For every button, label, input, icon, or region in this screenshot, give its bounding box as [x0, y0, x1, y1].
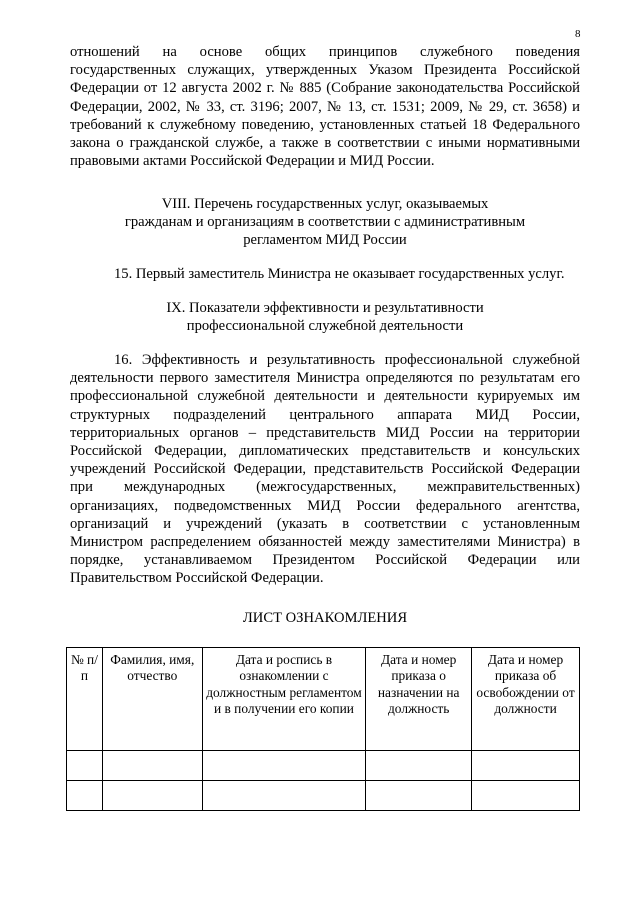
- text-line: территориальных органов – представительств МИД России на территории: [70, 424, 580, 441]
- text-line: требований к служебному поведению, установленных статьей 18 Федерального: [70, 116, 580, 133]
- table-row: [67, 781, 580, 811]
- text-line: порядке, устанавливаемом Президентом Российской Федерации или: [70, 552, 580, 569]
- table-cell: [366, 751, 472, 781]
- column-header-number: № п/п: [67, 648, 103, 751]
- text-line: 16. Эффективность и результативность профессиональной служебной: [114, 352, 580, 368]
- table-cell: [102, 781, 202, 811]
- table-cell: [472, 781, 580, 811]
- table-cell: [472, 751, 580, 781]
- text-line: организациях, подведомственных МИД России федерального агентства,: [70, 497, 580, 514]
- table-cell: [102, 751, 202, 781]
- text-line: правовыми актами Российской Федерации и МИД России.: [70, 153, 435, 170]
- table-header-row: [67, 648, 580, 751]
- text-line: регламентом МИД России: [243, 232, 407, 249]
- table-cell: [202, 751, 366, 781]
- table-cell: [202, 781, 366, 811]
- text-line: профессиональной служебной деятельности и деятельности курируемых им: [70, 388, 580, 405]
- acquaintance-table: [66, 647, 580, 811]
- text-line: профессиональной служебной деятельности: [186, 318, 464, 335]
- column-header-full-name: Фамилия, имя, отчество: [102, 648, 202, 751]
- point-16: [70, 351, 580, 588]
- table-cell: [67, 781, 103, 811]
- table-cell: [366, 781, 472, 811]
- text-line: Федерации, 2002, № 33, ст. 3196; 2007, № 13, ст. 1531; 2009, № 29, ст. 3658) и: [70, 98, 580, 115]
- table-row: [67, 751, 580, 781]
- column-header-signature-date: Дата и роспись в ознакомлении с должностным регламентом и в получении его копии: [202, 648, 366, 751]
- page-number: 8: [575, 28, 581, 40]
- text-line: структурных подразделений центрального аппарата МИД России,: [70, 406, 580, 423]
- table-cell: [67, 751, 103, 781]
- text-line: VIII. Перечень государственных услуг, оказываемых: [161, 196, 489, 212]
- column-header-dismissal-order: Дата и номер приказа об освобождении от должности: [472, 648, 580, 751]
- column-header-appointment-order: Дата и номер приказа о назначении на должность: [366, 648, 472, 751]
- text-line: Правительством Российской Федерации.: [70, 570, 324, 587]
- text-line: отношений на основе общих принципов служебного поведения: [70, 44, 580, 60]
- text-line: государственных служащих, утвержденных Указом Президента Российской: [70, 62, 580, 79]
- section-8-heading: [70, 195, 580, 250]
- text-line: при международных (межгосударственных, межправительственных): [70, 479, 580, 496]
- text-line: IX. Показатели эффективности и результативности: [166, 300, 484, 316]
- acquaintance-sheet-title: ЛИСТ ОЗНАКОМЛЕНИЯ: [242, 610, 408, 626]
- text-line: Министром распределением обязанностей между заместителями Министра) в: [70, 534, 580, 551]
- text-line: закона о гражданской службе, а также в соответствии с иными нормативными: [70, 135, 580, 152]
- text-line: Российской Федерации, дипломатических представительств и консульских: [70, 443, 580, 460]
- text-line: учреждений Российской Федерации, представительств Российской Федерации: [70, 461, 580, 478]
- paragraph-continued: [70, 43, 580, 170]
- point-15: 15. Первый заместитель Министра не оказывает государственных услуг.: [114, 266, 565, 282]
- section-9-heading: [70, 299, 580, 335]
- text-line: деятельности первого заместителя Министра определяются по результатам его: [70, 370, 580, 387]
- text-line: Федерации от 12 августа 2002 г. № 885 (Собрание законодательства Российской: [70, 80, 580, 97]
- text-line: гражданам и организациям в соответствии с административным: [124, 214, 526, 231]
- text-line: организаций и учреждений (указать в соответствии с установленным: [70, 515, 580, 532]
